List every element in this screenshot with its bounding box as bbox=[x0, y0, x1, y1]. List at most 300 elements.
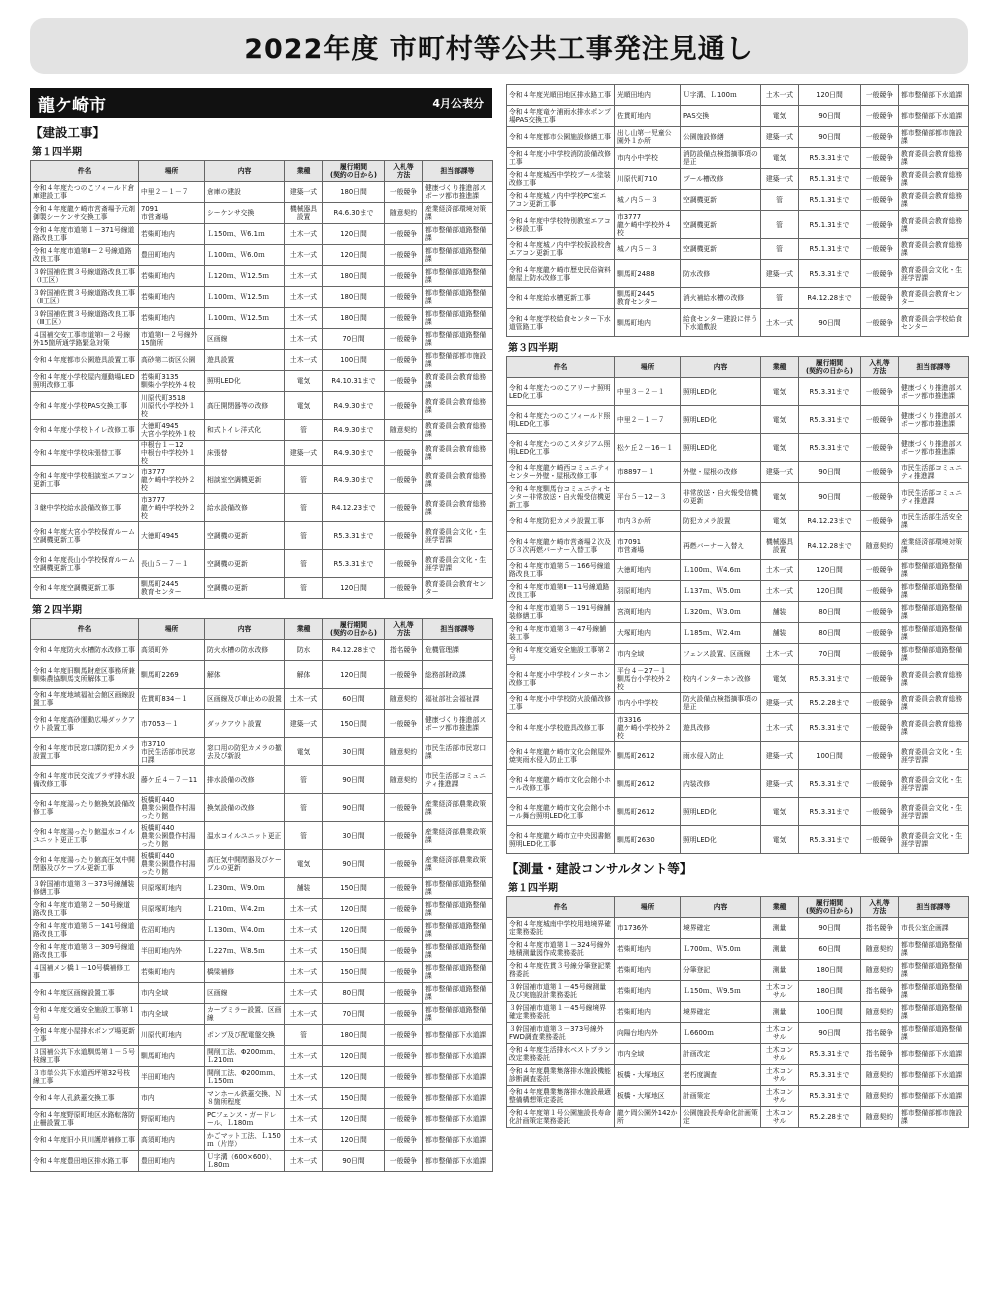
cell-department: 教育委員会教育総務課 bbox=[899, 693, 969, 714]
cell-method: 一般競争 bbox=[385, 941, 423, 962]
cell-content: 温水コイルユニット更正 bbox=[205, 822, 285, 850]
cell-department: 教育委員会教育総務課 bbox=[423, 466, 493, 494]
column-header-category: 業種 bbox=[285, 161, 323, 182]
cell-name: 令和４年度城ノ内中学校仮設校舎エアコン更新工事 bbox=[507, 239, 615, 260]
cell-category: 電気 bbox=[285, 392, 323, 420]
cell-category: 土木一式 bbox=[761, 644, 799, 665]
cell-location: 市1736外 bbox=[615, 918, 681, 939]
cell-content: Ｌ120ｍ、Ｗ12.5ｍ bbox=[205, 266, 285, 287]
cell-location: 板橋・大塚地区 bbox=[615, 1065, 681, 1086]
cell-category: 土木一式 bbox=[285, 329, 323, 350]
cell-department: 教育委員会教育総務課 bbox=[899, 239, 969, 260]
cell-department: 都市整備部道路整備課 bbox=[423, 287, 493, 308]
cell-content: 雨水侵入防止 bbox=[681, 742, 761, 770]
cell-department: 都市整備部下水道課 bbox=[423, 1088, 493, 1109]
column-header-department: 担当部課等 bbox=[899, 897, 969, 918]
cell-category: 管 bbox=[285, 1025, 323, 1046]
table-row bbox=[507, 1002, 969, 1023]
cell-location: 大徳町4945 大宮小学校外１校 bbox=[139, 420, 205, 441]
cell-content: 高圧気中開閉器及びケーブルの更新 bbox=[205, 850, 285, 878]
cell-category: 管 bbox=[285, 578, 323, 599]
cell-method: 一般競争 bbox=[385, 661, 423, 689]
column-header-period: 履行期間 (契約の日から) bbox=[323, 161, 385, 182]
cell-content: 照明LED化 bbox=[205, 371, 285, 392]
cell-category: 管 bbox=[285, 494, 323, 522]
table-row bbox=[31, 878, 493, 899]
table-row bbox=[507, 560, 969, 581]
cell-department: 教育委員会教育総務課 bbox=[899, 714, 969, 742]
cell-period: 100日間 bbox=[323, 350, 385, 371]
cell-content: 空調機更新 bbox=[681, 211, 761, 239]
column-header-method: 入札等 方法 bbox=[385, 161, 423, 182]
cell-name: ３幹国補市道第３－373号線舗装修繕工事 bbox=[31, 878, 139, 899]
cell-method: 一般競争 bbox=[385, 371, 423, 392]
cell-department: 都市整備部道路整備課 bbox=[899, 644, 969, 665]
cell-period: R5.3.31まで bbox=[799, 1086, 861, 1107]
cell-department: 都市整備部下水道課 bbox=[423, 1109, 493, 1130]
cell-department: 教育委員会教育総務課 bbox=[899, 190, 969, 211]
cell-location: 豊田町地内 bbox=[139, 245, 205, 266]
cell-method: 一般競争 bbox=[385, 550, 423, 578]
cell-department: 都市整備部道路整備課 bbox=[899, 602, 969, 623]
cell-name: 令和４年度都市公園遊具設置工事 bbox=[31, 350, 139, 371]
cell-location: 若柴町地内 bbox=[139, 224, 205, 245]
cell-period: 60日間 bbox=[799, 939, 861, 960]
cell-name: 令和４年度市道第５－191号線舗装修繕工事 bbox=[507, 602, 615, 623]
cell-content: 解体 bbox=[205, 661, 285, 689]
cell-method: 一般競争 bbox=[385, 308, 423, 329]
cell-department: 都市整備部道路整備課 bbox=[899, 560, 969, 581]
cell-location: 馴馬町2488 bbox=[615, 260, 681, 288]
table-row bbox=[31, 738, 493, 766]
table-row bbox=[507, 644, 969, 665]
cell-location: 高須町外 bbox=[139, 640, 205, 661]
table-row bbox=[31, 1025, 493, 1046]
cell-content: 遊具改修 bbox=[681, 714, 761, 742]
cell-period: R5.1.31まで bbox=[799, 211, 861, 239]
cell-content: 計画改定 bbox=[681, 1044, 761, 1065]
cell-name: 令和４年度市道第Ⅱ－２号線道路改良工事 bbox=[31, 245, 139, 266]
column-header-name: 件名 bbox=[507, 897, 615, 918]
cell-name: 令和４年度城西中学校プール塗装改修工事 bbox=[507, 169, 615, 190]
cell-content: 消火補給水槽の改修 bbox=[681, 288, 761, 309]
cell-location: 市内 bbox=[139, 1088, 205, 1109]
cell-period: R5.3.31まで bbox=[799, 826, 861, 854]
cell-name: 令和４年度市民交流プラザ排水設備改修工事 bbox=[31, 766, 139, 794]
cell-location: 平台５－12－３ bbox=[615, 483, 681, 511]
cell-department: 健康づくり推進部スポーツ都市推進課 bbox=[899, 434, 969, 462]
construction-q1-table bbox=[30, 160, 493, 599]
cell-location: 半田町地内 bbox=[139, 1067, 205, 1088]
table-row bbox=[31, 766, 493, 794]
cell-department: 都市整備部下水道課 bbox=[423, 1130, 493, 1151]
cell-method: 随意契約 bbox=[861, 939, 899, 960]
table-row bbox=[507, 826, 969, 854]
cell-name: ４国補メン橋１－10号橋補修工事 bbox=[31, 962, 139, 983]
column-header-department: 担当部課等 bbox=[899, 357, 969, 378]
cell-name: 令和４年度龍ケ崎市文化会館小ホール改修工事 bbox=[507, 770, 615, 798]
cell-method: 一般競争 bbox=[385, 182, 423, 203]
cell-category: 解体 bbox=[285, 661, 323, 689]
cell-name: 令和４年度高砂運動広場ダックアウト設置工事 bbox=[31, 710, 139, 738]
cell-department: 教育委員会教育総務課 bbox=[423, 371, 493, 392]
column-header-category: 業種 bbox=[761, 897, 799, 918]
cell-period: R5.3.31まで bbox=[799, 1065, 861, 1086]
cell-method: 一般競争 bbox=[385, 224, 423, 245]
cell-period: 180日間 bbox=[799, 981, 861, 1002]
table-row bbox=[507, 665, 969, 693]
cell-period: 90日間 bbox=[799, 106, 861, 127]
cell-period: R4.9.30まで bbox=[323, 392, 385, 420]
cell-name: 令和４年人孔鉄蓋交換工事 bbox=[31, 1088, 139, 1109]
cell-location: 市3710 市民生活部市民窓口課 bbox=[139, 738, 205, 766]
cell-department: 健康づくり推進部スポーツ都市推進課 bbox=[899, 406, 969, 434]
table-row bbox=[507, 918, 969, 939]
cell-name: 令和４年度たつのこフィールド照明LED化工事 bbox=[507, 406, 615, 434]
cell-method: 一般競争 bbox=[861, 602, 899, 623]
cell-content: カーブミラー設置、区画線 bbox=[205, 1004, 285, 1025]
table-row bbox=[31, 245, 493, 266]
cell-period: 180日間 bbox=[323, 182, 385, 203]
cell-name: 令和４年度市道第３－309号線道路改良工事 bbox=[31, 941, 139, 962]
cell-department: 都市整備部道路整備課 bbox=[423, 962, 493, 983]
cell-department: 都市整備部下水道課 bbox=[423, 1151, 493, 1172]
cell-name: 令和４年度学校給食センター下水道管路工事 bbox=[507, 309, 615, 337]
table-row bbox=[31, 941, 493, 962]
cell-location: 板橋町440 農業公園豊作村湯ったり館 bbox=[139, 794, 205, 822]
table-row bbox=[507, 309, 969, 337]
cell-period: R4.9.30まで bbox=[323, 420, 385, 441]
cell-period: R5.3.31まで bbox=[799, 1044, 861, 1065]
cell-name: 令和４年度長山小学校保育ルーム空調機更新工事 bbox=[31, 550, 139, 578]
cell-department: 都市整備部道路整備課 bbox=[423, 983, 493, 1004]
cell-period: 180日間 bbox=[323, 1025, 385, 1046]
cell-location: 佐貫町地内 bbox=[615, 106, 681, 127]
cell-content: Ｌ700ｍ、Ｗ5.0ｍ bbox=[681, 939, 761, 960]
cell-period: R5.1.31まで bbox=[799, 190, 861, 211]
cell-department: 都市整備部都市施設課 bbox=[423, 350, 493, 371]
construction-q2-cont-table bbox=[506, 84, 969, 337]
cell-period: 30日間 bbox=[323, 738, 385, 766]
cell-method: 一般競争 bbox=[385, 245, 423, 266]
table-row bbox=[31, 182, 493, 203]
cell-content: 区画線及び車止めの設置 bbox=[205, 689, 285, 710]
cell-method: 一般競争 bbox=[861, 693, 899, 714]
cell-name: 令和４年度市道第Ⅱ－11号線道路改良工事 bbox=[507, 581, 615, 602]
cell-name: 令和４年度龍ケ崎市営斎場予元剤御製シーケンサ交換工事 bbox=[31, 203, 139, 224]
cell-method: 一般競争 bbox=[861, 511, 899, 532]
table-row bbox=[31, 287, 493, 308]
cell-category: 電気 bbox=[761, 406, 799, 434]
cell-department: 教育委員会文化・生涯学習課 bbox=[423, 550, 493, 578]
cell-method: 一般競争 bbox=[861, 665, 899, 693]
cell-department: 市民生活部生活安全課 bbox=[899, 511, 969, 532]
cell-category: 管 bbox=[285, 522, 323, 550]
cell-content: Ｌ230ｍ、Ｗ9.0ｍ bbox=[205, 878, 285, 899]
cell-method: 一般競争 bbox=[385, 466, 423, 494]
cell-name: 令和４年度湯ったり館温水コイルユニット更正工事 bbox=[31, 822, 139, 850]
cell-content: 空調機更新 bbox=[681, 190, 761, 211]
cell-method: 一般競争 bbox=[385, 794, 423, 822]
cell-location: 藤ケ丘４－７－11 bbox=[139, 766, 205, 794]
survey-q1-title: 第１四半期 bbox=[508, 883, 558, 894]
cell-name: 令和４年度給水槽更新工事 bbox=[507, 288, 615, 309]
cell-content: 空調機の更新 bbox=[205, 522, 285, 550]
cell-category: 建築一式 bbox=[761, 693, 799, 714]
cell-location: 若柴町地内 bbox=[139, 266, 205, 287]
cell-period: 90日間 bbox=[323, 1151, 385, 1172]
table-row bbox=[31, 794, 493, 822]
cell-period: 120日間 bbox=[323, 245, 385, 266]
cell-method: 随意契約 bbox=[861, 1107, 899, 1128]
cell-name: 令和４年度生活排水ベストプラン改定業務委託 bbox=[507, 1044, 615, 1065]
table-header-row bbox=[31, 619, 493, 640]
cell-category: 機械器具設置 bbox=[285, 203, 323, 224]
cell-method: 一般競争 bbox=[861, 106, 899, 127]
cell-name: 令和４年度竜ケ浦雨水排水ポンプ場PAS交換工事 bbox=[507, 106, 615, 127]
cell-period: R5.3.31まで bbox=[799, 770, 861, 798]
cell-content: 遊具設置 bbox=[205, 350, 285, 371]
cell-content: 窓口用の防犯カメラの撤去及び新設 bbox=[205, 738, 285, 766]
column-header-period: 履行期間 (契約の日から) bbox=[799, 357, 861, 378]
cell-category: 電気 bbox=[761, 106, 799, 127]
cell-category: 土木一式 bbox=[285, 983, 323, 1004]
cell-department: 都市整備部道路整備課 bbox=[423, 329, 493, 350]
column-header-location: 場所 bbox=[139, 619, 205, 640]
cell-name: 令和４年度湯ったり館換気設備改修工事 bbox=[31, 794, 139, 822]
cell-content: 橋梁補修 bbox=[205, 962, 285, 983]
cell-content: Ｕ字溝、Ｌ100ｍ bbox=[681, 85, 761, 106]
cell-category: 管 bbox=[285, 420, 323, 441]
cell-period: 120日間 bbox=[323, 1046, 385, 1067]
cell-category: 管 bbox=[285, 550, 323, 578]
cell-location: 市7091 市営斎場 bbox=[615, 532, 681, 560]
cell-location: 野原町地内 bbox=[139, 1109, 205, 1130]
cell-name: ３幹国補佐貫３号線道路改良工事（Ⅰ工区） bbox=[31, 266, 139, 287]
cell-name: 令和４年度旧小貝川護岸補修工事 bbox=[31, 1130, 139, 1151]
cell-department: 健康づくり推進部スポーツ都市推進課 bbox=[899, 378, 969, 406]
cell-category: 土木一式 bbox=[285, 1088, 323, 1109]
cell-name: 令和４年度農業集落排水施設最適整備構想策定委託 bbox=[507, 1086, 615, 1107]
table-row bbox=[507, 1044, 969, 1065]
table-row bbox=[31, 983, 493, 1004]
cell-department: 都市整備部道路整備課 bbox=[899, 939, 969, 960]
cell-category: 管 bbox=[285, 822, 323, 850]
cell-category: 土木一式 bbox=[285, 1130, 323, 1151]
cell-category: 土木一式 bbox=[285, 1109, 323, 1130]
page-title: 2022年度 市町村等公共工事発注見通し bbox=[30, 18, 968, 74]
cell-content: Ｕ字溝（600×600）、Ｌ80ｍ bbox=[205, 1151, 285, 1172]
cell-location: 市内全域 bbox=[139, 1004, 205, 1025]
cell-department: 都市整備部下水道課 bbox=[899, 106, 969, 127]
cell-department: 都市整備部道路整備課 bbox=[423, 266, 493, 287]
cell-category: 土木一式 bbox=[285, 1046, 323, 1067]
cell-content: 排水設備の改修 bbox=[205, 766, 285, 794]
cell-content: Ｌ210ｍ、Ｗ4.2ｍ bbox=[205, 899, 285, 920]
table-row bbox=[31, 329, 493, 350]
table-row bbox=[31, 689, 493, 710]
cell-name: 令和４年度馴馬台コミュニティセンター非常放送・自火報受信機更新工事 bbox=[507, 483, 615, 511]
cell-name: 令和４年度小学校遊具改修工事 bbox=[507, 714, 615, 742]
cell-category: 建築一式 bbox=[285, 441, 323, 466]
cell-department: 都市整備部道路整備課 bbox=[423, 920, 493, 941]
table-row bbox=[507, 511, 969, 532]
cell-category: 土木一式 bbox=[285, 920, 323, 941]
cell-content: 防水改修 bbox=[681, 260, 761, 288]
cell-department: 都市整備部下水道課 bbox=[899, 1086, 969, 1107]
cell-name: 令和４年度たつのこアリーナ照明LED化工事 bbox=[507, 378, 615, 406]
cell-period: 180日間 bbox=[323, 266, 385, 287]
column-header-department: 担当部課等 bbox=[423, 619, 493, 640]
cell-category: 電気 bbox=[761, 826, 799, 854]
cell-category: 電気 bbox=[761, 434, 799, 462]
cell-content: 分筆登記 bbox=[681, 960, 761, 981]
cell-name: 令和４年度龍ケ崎西コミュニティセンター外壁・屋根改修工事 bbox=[507, 462, 615, 483]
cell-location: 佐貫町834－１ bbox=[139, 689, 205, 710]
cell-method: 一般競争 bbox=[861, 85, 899, 106]
cell-location: 市内小中学校 bbox=[615, 148, 681, 169]
cell-category: 土木コンサル bbox=[761, 1086, 799, 1107]
table-row bbox=[507, 462, 969, 483]
cell-name: 令和４年度交通安全施設工事第１号 bbox=[31, 1004, 139, 1025]
table-header-row bbox=[507, 897, 969, 918]
cell-location: 城ノ内５－３ bbox=[615, 190, 681, 211]
cell-location: 中里２－１－７ bbox=[139, 182, 205, 203]
cell-department: 教育委員会教育総務課 bbox=[899, 169, 969, 190]
cell-period: 180日間 bbox=[323, 308, 385, 329]
cell-department: 都市整備部道路整備課 bbox=[899, 981, 969, 1002]
column-header-location: 場所 bbox=[615, 357, 681, 378]
cell-period: 70日間 bbox=[799, 644, 861, 665]
cell-location: 長山５－７－１ bbox=[139, 550, 205, 578]
cell-method: 一般競争 bbox=[385, 287, 423, 308]
cell-category: 電気 bbox=[761, 378, 799, 406]
cell-department: 危機管理課 bbox=[423, 640, 493, 661]
cell-content: Ｌ100ｍ、Ｗ12.5ｍ bbox=[205, 287, 285, 308]
cell-location: 市内小中学校 bbox=[615, 693, 681, 714]
q3-title: 第３四半期 bbox=[508, 343, 558, 354]
cell-method: 一般競争 bbox=[861, 127, 899, 148]
table-row bbox=[507, 127, 969, 148]
cell-period: 90日間 bbox=[799, 309, 861, 337]
cell-category: 建築一式 bbox=[761, 742, 799, 770]
cell-name: 令和４年度小学校屋内運動場LED照明改修工事 bbox=[31, 371, 139, 392]
cell-period: 150日間 bbox=[323, 941, 385, 962]
cell-content: 照明LED化 bbox=[681, 378, 761, 406]
cell-location: 板橋町440 農業公園豊作村湯ったり館 bbox=[139, 822, 205, 850]
cell-location: 7091 市営斎場 bbox=[139, 203, 205, 224]
cell-method: 一般競争 bbox=[861, 826, 899, 854]
cell-name: 令和４年度空調機更新工事 bbox=[31, 578, 139, 599]
cell-location: 若柴町地内 bbox=[615, 939, 681, 960]
cell-period: R4.6.30まで bbox=[323, 203, 385, 224]
cell-location: 羽原町地内 bbox=[615, 581, 681, 602]
cell-period: 120日間 bbox=[323, 920, 385, 941]
cell-method: 一般競争 bbox=[385, 441, 423, 466]
cell-category: 建築一式 bbox=[761, 169, 799, 190]
cell-name: 令和４年度城ノ内中学校PC室エアコン更新工事 bbox=[507, 190, 615, 211]
table-row bbox=[507, 1065, 969, 1086]
cell-department: 都市整備部都市施設課 bbox=[899, 1107, 969, 1128]
cell-location: 市道第Ⅰ－２号線外15箇所 bbox=[139, 329, 205, 350]
cell-category: 土木一式 bbox=[285, 1151, 323, 1172]
cell-location: 馴馬町2445 教育センター bbox=[615, 288, 681, 309]
cell-period: R4.12.28まで bbox=[799, 288, 861, 309]
cell-method: 一般競争 bbox=[385, 962, 423, 983]
cell-method: 一般競争 bbox=[861, 623, 899, 644]
right-column bbox=[506, 84, 968, 1128]
cell-period: 150日間 bbox=[323, 878, 385, 899]
cell-content: 外壁・屋根の改修 bbox=[681, 462, 761, 483]
table-row bbox=[31, 1067, 493, 1088]
cell-period: 150日間 bbox=[323, 710, 385, 738]
table-row bbox=[31, 1109, 493, 1130]
cell-category: 建築一式 bbox=[285, 182, 323, 203]
cell-name: 令和４年度小屋排水ポンプ場更新工事 bbox=[31, 1025, 139, 1046]
cell-name: 令和４年度市道第３－47号線舗装工事 bbox=[507, 623, 615, 644]
cell-content: 境界確定 bbox=[681, 1002, 761, 1023]
cell-method: 随意契約 bbox=[861, 960, 899, 981]
cell-department: 都市整備部道路整備課 bbox=[423, 899, 493, 920]
cell-content: シーケンサ交換 bbox=[205, 203, 285, 224]
table-row bbox=[507, 1023, 969, 1044]
table-row bbox=[31, 420, 493, 441]
cell-location: 川原代町710 bbox=[615, 169, 681, 190]
cell-method: 随意契約 bbox=[385, 738, 423, 766]
cell-department: 都市整備部道路整備課 bbox=[899, 960, 969, 981]
city-name: 龍ケ崎市 bbox=[38, 95, 106, 116]
cell-name: 令和４年度佐貫３号線分筆登記業務委託 bbox=[507, 960, 615, 981]
column-header-method: 入札等 方法 bbox=[385, 619, 423, 640]
cell-category: 防水 bbox=[285, 640, 323, 661]
cell-content: 照明LED化 bbox=[681, 406, 761, 434]
table-row bbox=[507, 190, 969, 211]
cell-method: 一般競争 bbox=[861, 406, 899, 434]
cell-period: R5.3.31まで bbox=[323, 522, 385, 550]
cell-location: 貝原塚町地内 bbox=[139, 878, 205, 899]
cell-department: 教育委員会文化・生涯学習課 bbox=[899, 826, 969, 854]
column-header-location: 場所 bbox=[615, 897, 681, 918]
cell-content: 公園施設修繕 bbox=[681, 127, 761, 148]
cell-department: 健康づくり推進部スポーツ都市推進課 bbox=[423, 710, 493, 738]
cell-name: 令和４年度龍ケ崎市営斎場２次及び３次再燃バーナー入替工事 bbox=[507, 532, 615, 560]
cell-category: 電気 bbox=[761, 483, 799, 511]
table-row bbox=[507, 378, 969, 406]
table-row bbox=[507, 602, 969, 623]
table-row bbox=[31, 962, 493, 983]
cell-content: 給食センター建設に伴う下水道敷設 bbox=[681, 309, 761, 337]
cell-name: 令和４年度湯ったり館高圧気中開閉器及びケーブル更新工事 bbox=[31, 850, 139, 878]
cell-name: 令和４年度市道第５－141号線道路改良工事 bbox=[31, 920, 139, 941]
cell-category: 建築一式 bbox=[285, 710, 323, 738]
table-row bbox=[31, 1004, 493, 1025]
column-header-location: 場所 bbox=[139, 161, 205, 182]
cell-content: 照明LED化 bbox=[681, 826, 761, 854]
cell-department: 都市整備部道路整備課 bbox=[899, 581, 969, 602]
cell-category: 土木一式 bbox=[285, 1004, 323, 1025]
cell-content: 相談室空調機更新 bbox=[205, 466, 285, 494]
table-row bbox=[507, 483, 969, 511]
cell-period: R5.3.31まで bbox=[799, 378, 861, 406]
cell-department: 産業経済部農業政策課 bbox=[423, 822, 493, 850]
cell-name: ３市単公共下水道西坪第32号枝線工事 bbox=[31, 1067, 139, 1088]
cell-name: 令和４年度龍ケ崎市文化会館屋外焼実雨水侵入防止工事 bbox=[507, 742, 615, 770]
cell-location: 市内全域 bbox=[139, 983, 205, 1004]
cell-content: 給水設備改修 bbox=[205, 494, 285, 522]
cell-location: 馴馬町2612 bbox=[615, 770, 681, 798]
cell-category: 土木コンサル bbox=[761, 981, 799, 1002]
cell-location: 市3777 龍ケ崎中学校外２校 bbox=[139, 466, 205, 494]
